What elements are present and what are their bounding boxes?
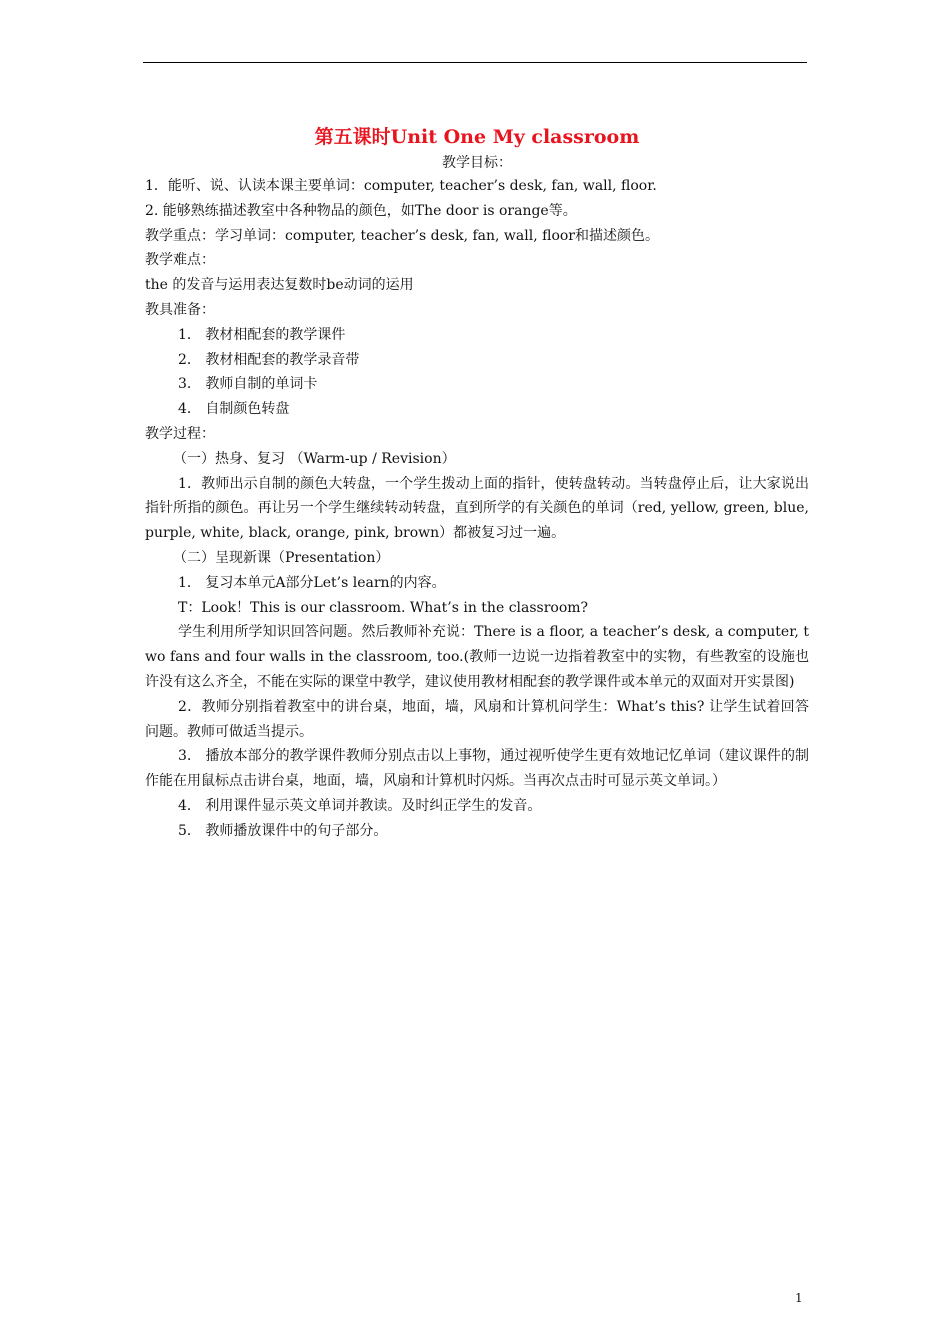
section-presentation-heading: （二）呈现新课（Presentation） [173,549,390,566]
tools-item: 3． 教师自制的单词卡 [178,376,318,393]
presentation-paragraph: 2．教师分别指着教室中的讲台桌，地面，墙，风扇和计算机问学生：What’s this? 让学生试着回答问题。教师可做适当提示。 [145,698,809,740]
tools-item: 1． 教材相配套的教学课件 [178,326,346,343]
tools-item: 2． 教材相配套的教学录音带 [178,351,360,368]
presentation-item: T：Look！This is our classroom. What’s in the classroom? [178,599,589,616]
presentation-item: 5． 教师播放课件中的句子部分。 [178,822,388,839]
presentation-paragraph: 学生利用所学知识回答问题。然后教师补充说：There is a floor, a teacher’s desk, a computer, two fans and four walls in the classroom, too.(教师一边说一边指着教室中的实物，有些教室的设施也许没有这么齐全，不能在实际的课堂中教学，建议使用教材相配套的教学课件或本单元的双面对开实景图) [145,624,809,690]
process-heading: 教学过程： [145,425,215,442]
document-body [145,122,809,844]
objective-item: 2. 能够熟练描述教室中各种物品的颜色，如The door is orange等。 [145,202,577,219]
presentation-paragraph: 3． 播放本部分的教学课件教师分别点击以上事物，通过视听使学生更有效地记忆单词（建议课件的制作能在用鼠标点击讲台桌，地面，墙，风扇和计算机时闪烁。当再次点击时可显示英文单词。） [145,748,809,790]
difficulty-heading: 教学难点： [145,252,215,269]
tools-heading: 教具准备： [145,301,215,318]
page-number: 1 [795,1291,803,1305]
difficulty-text: the 的发音与运用表达复数时be动词的运用 [145,277,414,294]
presentation-item: 4． 利用课件显示英文单词并教读。及时纠正学生的发音。 [178,797,542,814]
section-warmup-paragraph: 1．教师出示自制的颜色大转盘，一个学生拨动上面的指针，使转盘转动。当转盘停止后，让大家说出指针所指的颜色。再让另一个学生继续转动转盘，直到所学的有关颜色的单词（red, yellow, green, blue, purple, white, black, orange, pink, brown）都被复习过一遍。 [145,475,809,542]
objectives-heading: 教学目标： [442,155,512,171]
header-rule [143,62,807,63]
key-points: 教学重点：学习单词：computer, teacher’s desk, fan, wall, floor和描述颜色。 [145,227,659,244]
presentation-item: 1． 复习本单元A部分Let’s learn的内容。 [178,574,446,591]
tools-item: 4． 自制颜色转盘 [178,401,290,418]
objective-item: 1．能听、说、认读本课主要单词：computer, teacher’s desk, fan, wall, floor. [145,178,657,194]
section-warmup-heading: （一）热身、复习 （Warm-up / Revision） [173,450,456,467]
document-title: 第五课时Unit One My classroom [314,126,640,148]
